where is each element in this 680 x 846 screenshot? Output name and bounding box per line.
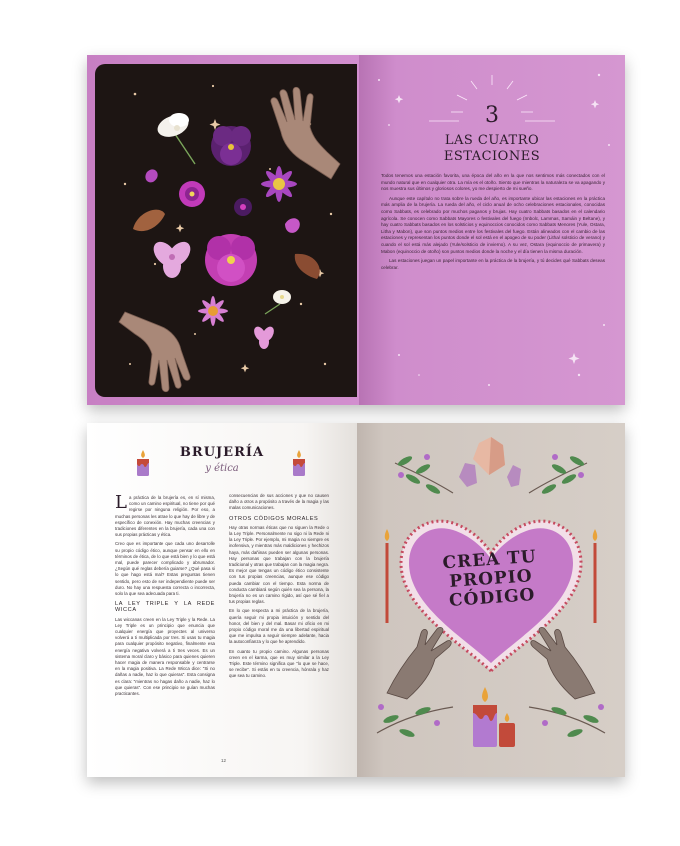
paragraph: Todos tenemos una estación favorita, una época del año en la que nos sentimos más conectados con el mundo natural que en cualquier otra. La mía es el otoño. Siento que mientras la naturaleza se va apagando y nos muestra sus últimos y gloriosos colores, yo me despierto de mi sueño. — [381, 173, 605, 192]
floral-illustration — [95, 64, 357, 397]
chapter-number: 3 — [485, 103, 499, 128]
chapter-title-line1: LAS CUATRO — [444, 133, 540, 148]
aster-flower-icon — [261, 166, 297, 202]
left-text-column — [115, 492, 215, 700]
crystal-icon — [459, 437, 521, 487]
paragraph: consecuencias de sus acciones y que no causen daño a otros a propósito a través de la magia y las malas comunicaciones. — [229, 493, 329, 511]
top-left-page — [87, 55, 359, 405]
white-lily-icon — [155, 111, 195, 164]
paragraph: Las estaciones juegan un papel importante en la práctica de la brujería, y tú decides qué Sabbats deseas celebrar. — [381, 258, 605, 270]
drop-cap: L — [115, 492, 127, 513]
bottom-left-page — [87, 423, 357, 777]
right-text-column — [229, 493, 329, 683]
floral-illustration-svg — [95, 64, 357, 397]
paragraph-text: a práctica de la brujería es, en sí misma, como un camino espiritual, no tiene por qué regirse por ninguna religión. Por eso, a muchas personas les atrae lo que hay de libre y de específico de conexión. Hay muchas creencias y tradiciones diferentes en la brujería, cada una con sus propias prácticas y ética. — [115, 495, 215, 538]
paragraph: En cuanto tu propio camino. Algunas personas creen en el karma, que es muy similar a la Ley Triple. Este término significa que "lo que se hace, se recibe". Si estás en tu creencia, hónrala y haz que sea tu camino. — [229, 648, 329, 679]
branch-icon-bottom-right — [529, 704, 605, 739]
top-book-spread — [87, 55, 625, 405]
hand-icon-top — [271, 87, 340, 179]
page-number: 12 — [221, 758, 227, 763]
heart-title-line3: CÓDIGO — [448, 584, 537, 611]
heart-title-line2: PROPIO — [448, 566, 534, 592]
dark-purple-pansy-icon — [211, 126, 251, 166]
paragraph: Creo que es importante que cada uno desarrolle su propio código ético, aunque pensar en ello en términos de ética, de lo que está bien y lo que está mal, puede parecer complicado y abrumador. ¿Según qué reglas debería guiarse? ¿Qué pasa si lo que hago está mal? Estas preguntas tienen sentido, pero esto de ser independiente puede ser duro. No hay una respuesta correcta o incorrecta, solo la que sea adecuada para ti. — [115, 541, 215, 597]
paragraph: En lo que respecta a mi práctica de la brujería, quería seguir mi propia intuición y sentido del honor, del bien y del mal. Basar mi oficio en mi propio código moral me da una libertad espiritual que me impulsa a seguir siempre adelante, hacia la autoconfianza y lo que he aprendido. — [229, 608, 329, 645]
chapter-title — [359, 133, 625, 165]
brown-leaf-icon-2 — [295, 254, 320, 279]
bottom-right-page — [357, 423, 625, 777]
bottom-book-spread — [87, 423, 625, 777]
brown-leaf-icon — [133, 210, 165, 231]
branch-icon-top-right — [529, 454, 587, 496]
magenta-flower-icon — [179, 181, 205, 207]
pink-orchid-icon — [149, 237, 195, 278]
petal-icon-2 — [285, 218, 300, 233]
hand-icon-bottom — [119, 312, 190, 392]
large-pink-pansy-icon — [205, 234, 257, 286]
subheading: OTROS CÓDIGOS MORALES — [229, 515, 319, 522]
small-white-flower-icon — [265, 290, 291, 314]
subheading: LA LEY TRIPLE Y LA REDE WICCA — [115, 601, 215, 614]
chapter-title-line2: ESTACIONES — [443, 149, 541, 164]
branch-icon-top-left — [395, 454, 453, 496]
chapter-body-text — [381, 173, 605, 274]
branch-icon-bottom-left — [377, 704, 453, 739]
small-violet-icon — [234, 198, 252, 216]
hand-icon-left — [387, 627, 451, 699]
heart-title — [411, 546, 571, 614]
paragraph: Las wiccanas creen en la Ley Triple y la Rede. La Ley Triple es un principio que enuncia que cualquier energía que proyectes al universo volverá a ti multiplicada por tres. Si usas tu magia para cualquier propósito negativo, finalmente esa energía negativa volverá a ti tres veces. Es un sistema moral claro y básico para quienes quieren hacer magia de manera responsable y centrarse en la magia positiva. La Rede Wicca dice: "Si no dañas a nadie, haz lo que quieras". Esta consigna es clara: "mientras no hagas daño a nadie, haz lo que quieras". Con ese principio se guían muchas practicantes. — [115, 616, 215, 697]
tiny-pink-flower-icon — [252, 325, 277, 349]
section-title: BRUJERÍA — [179, 445, 265, 460]
paragraph: Hay otras normas éticas que no siguen la Rede o la Ley Triple. Personalmente no sigo ni la Rede ni la Ley Triple. Por ejemplo, mi magia no siempre es inofensiva, y mientras más maldiciones y hechizos haya, más dañinas pueden ser algunas personas. Hay personas que trabajan con la brujería tradicional y otras que trabajan con la magia negra. Es mejor que tengas un código ético consistente con tus propias creencias, aunque ese código pueda cambiar con el tiempo. Esta norma de conducta cambiará según quién sea la persona, la brujería no es un camino rígido, así que sé fiel a tus propias reglas. — [229, 524, 329, 605]
paragraph — [115, 492, 215, 538]
pink-aster-icon — [198, 296, 228, 326]
top-right-page — [359, 55, 625, 405]
section-subtitle: y ética — [205, 463, 239, 474]
pillar-candles-icon — [473, 687, 515, 747]
taper-candle-icon-right — [593, 529, 598, 623]
taper-candle-icon-left — [385, 529, 390, 623]
heart-title-line1: CREA TU — [441, 546, 538, 574]
hand-icon-right — [531, 627, 595, 699]
paragraph: Aunque este capítulo no trata sobre la rueda del año, es importante ubicar las estaciones en la práctica más amplia de la brujería. La rueda del año, el ciclo anual de ocho celebraciones estacionales, conocidas como Sabbats, es celebrado por muchos paganos y brujas. Hay cuatro Sabbats basados en el calendario agrícola. Se conocen como Sabbats Mayores o festivales del fuego (Imbolc, Lammas, Samáin y Beltane), y hay cuatro Sabbats basados en los solsticios y equinoccios conocidos como Sabbats Menores (Yule, Ostara, Litha y Mabon), que son puntos medios entre los festivales del fuego. Están alineados con el cambio de las estaciones y representan los puntos donde el sol está en el apogeo de su poder (Litha/ solsticio de verano) y cuando el sol está más alejado (Yule/solsticio de invierno). A su vez, Ostara (equinoccio de primavera) y Mabon (equinoccio de otoño) son puntos medios donde la noche y el día tienen la misma duración. — [381, 195, 605, 254]
petal-icon — [145, 169, 157, 182]
